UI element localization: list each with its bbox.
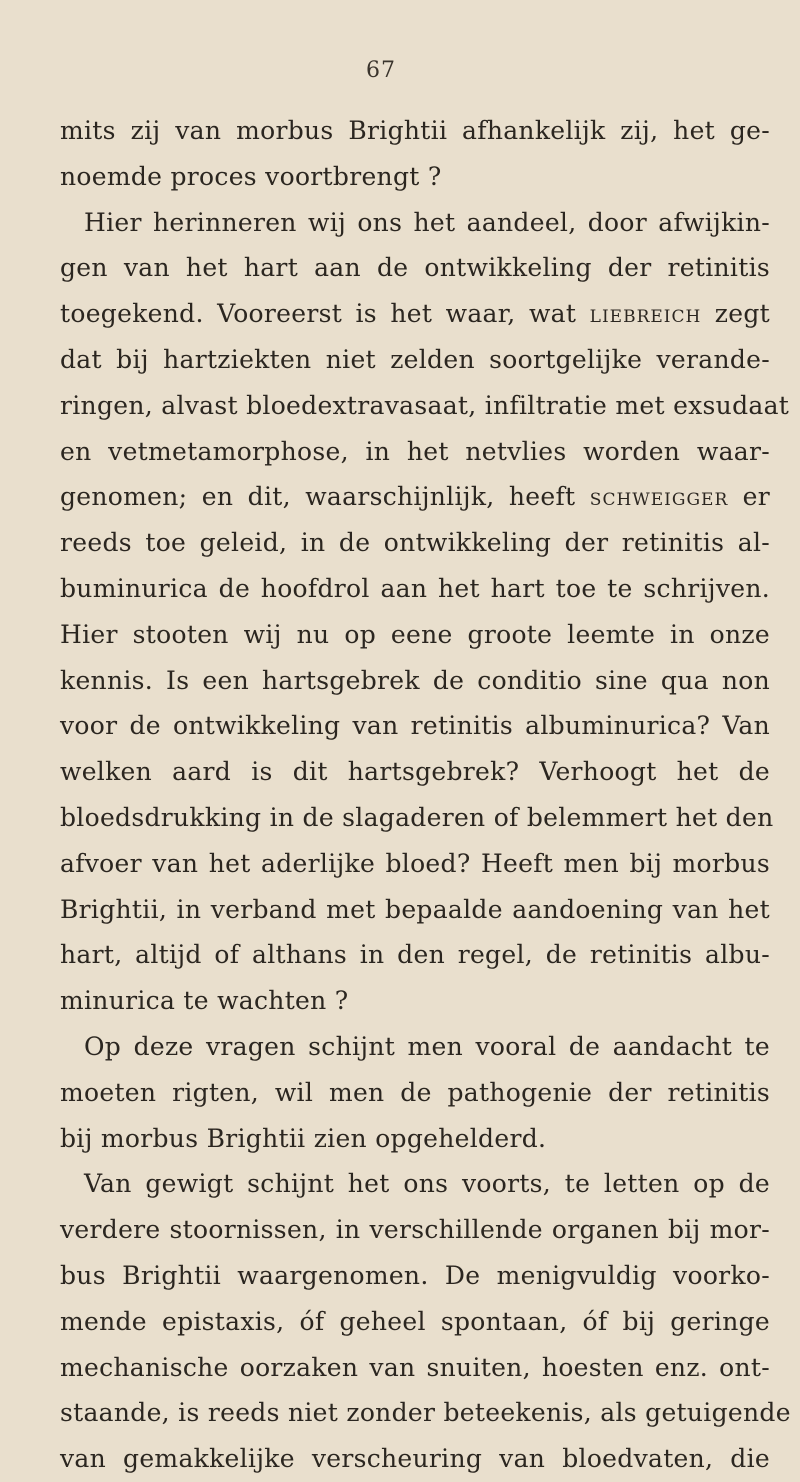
- text-line: bus Brightii waargenomen. De menigvuldig voorko-: [60, 1260, 770, 1290]
- text-line: Van gewigt schijnt het ons voorts, te letten op de: [84, 1169, 770, 1199]
- text-line: afvoer van het aderlijke bloed? Heeft men bij morbus: [60, 848, 770, 878]
- text-line: Hier herinneren wij ons het aandeel, door afwijkin-: [84, 207, 770, 237]
- text-line: van gemakkelijke verscheuring van bloedvaten, die: [60, 1444, 770, 1474]
- text-line: staande, is reeds niet zonder beteekenis, als getuigende: [60, 1398, 791, 1428]
- text-line: Op deze vragen schijnt men vooral de aandacht te: [84, 1031, 770, 1061]
- text-line: kennis. Is een hartsgebrek de conditio sine qua non: [60, 665, 770, 695]
- text-line: moeten rigten, wil men de pathogenie der retinitis: [60, 1077, 770, 1107]
- text-line: voor de ontwikkeling van retinitis albuminurica? Van: [60, 711, 770, 741]
- text-segment: genomen; en dit, waarschijnlijk, heeft: [60, 482, 576, 512]
- text-line: ringen, alvast bloedextravasaat, infiltratie met exsudaat: [60, 390, 790, 420]
- text-line: bloedsdrukking in de slagaderen of belemmert het den: [60, 802, 774, 832]
- text-line: Hier stooten wij nu op eene groote leemte in onze: [60, 619, 770, 649]
- text-segment: toegekend. Vooreerst is het waar, wat: [60, 299, 577, 329]
- text-line: noemde proces voortbrengt ?: [60, 161, 442, 191]
- text-line: buminurica de hoofdrol aan het hart toe te schrijven.: [60, 573, 770, 603]
- text-line: [60, 474, 770, 520]
- text-line: welken aard is dit hartsgebrek? Verhoogt het de: [60, 757, 770, 787]
- text-line: verdere stoornissen, in verschillende organen bij mor-: [60, 1215, 770, 1245]
- text-line: mende epistaxis, óf geheel spontaan, óf bij geringe: [60, 1306, 770, 1336]
- text-segment: er: [742, 482, 770, 512]
- text-line: reeds toe geleid, in de ontwikkeling der retinitis al-: [60, 528, 770, 558]
- text-line: minurica te wachten ?: [60, 986, 349, 1016]
- text-line: mechanische oorzaken van snuiten, hoesten enz. ont-: [60, 1352, 770, 1382]
- text-line: gen van het hart aan de ontwikkeling der retinitis: [60, 253, 770, 283]
- text-line: mits zij van morbus Brightii afhankelijk zij, het ge-: [60, 116, 770, 145]
- body-text: [60, 108, 791, 1482]
- author-name-schweigger: SCHWEIGGER: [589, 490, 729, 511]
- text-line: Brightii, in verband met bepaalde aandoening van het: [60, 894, 770, 924]
- text-line: dat bij hartziekten niet zelden soortgelijke verande-: [60, 344, 770, 374]
- text-segment: zegt: [714, 299, 771, 329]
- text-line: en vetmetamorphose, in het netvlies worden waar-: [60, 436, 770, 466]
- text-line: [60, 291, 770, 337]
- text-line: bij morbus Brightii zien opgehelderd.: [60, 1123, 547, 1153]
- author-name-liebreich: LIEBREICH: [589, 307, 702, 328]
- page-number: 67: [366, 58, 396, 83]
- text-line: hart, altijd of althans in den regel, de retinitis albu-: [60, 940, 770, 970]
